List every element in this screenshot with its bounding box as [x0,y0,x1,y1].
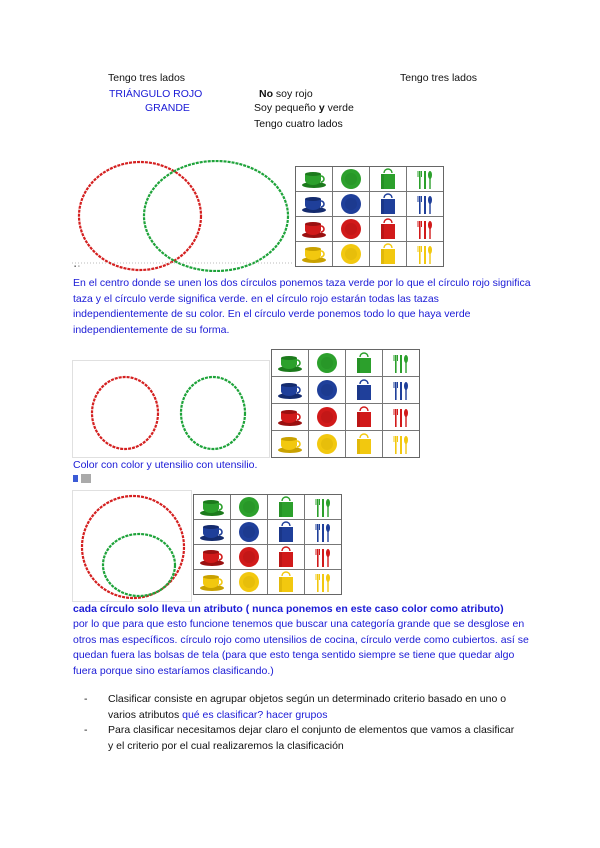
green-bag-icon [268,495,304,519]
bullet-content [96,723,516,754]
red-plate-icon [309,404,345,430]
yellow-cup-icon [194,570,230,594]
red-cup-icon [194,545,230,569]
green-bag-icon [370,167,406,191]
yellow-bag-icon [370,242,406,266]
blue-cutlery-icon [305,520,341,544]
yellow-plate-icon [333,242,369,266]
section1-paragraph: En el centro donde se unen los dos círculos ponemos taza verde por lo que el círculo rojo significa taza y el círculo verde significa verde. en el círculo rojo estarán todas las tazas independientemente de su color. En el círculo verde ponemos todo lo que haya verde independientemente de su forma. [73,277,531,336]
yellow-cup-icon [272,431,308,457]
objects-grid-3 [193,494,342,595]
bullet-link[interactable]: qué es clasificar? hacer grupos [182,708,328,721]
red-cutlery-icon [305,545,341,569]
blue-bag-icon [346,377,382,403]
not-prefix: No [259,88,273,100]
blue-cutlery-icon [407,192,443,216]
small-toolbar-icon [73,474,93,484]
red-cutlery-icon [407,217,443,241]
small-prefix: Soy pequeño [254,102,319,114]
green-cup-icon [194,495,230,519]
venn-separate-figure [72,360,270,458]
red-circle [92,377,158,449]
bullet-text: Clasificar consiste en agrupar objetos según un determinado criterio basado en uno o varios atributos [108,693,507,721]
yellow-plate-icon [231,570,267,594]
red-bag-icon [268,545,304,569]
blue-plate-icon [309,377,345,403]
yellow-cutlery-icon [383,431,419,457]
small-marker: ▪ ▫ [74,264,80,270]
red-plate-icon [333,217,369,241]
green-plate-icon [333,167,369,191]
green-cutlery-icon [383,350,419,376]
blue-bag-icon [268,520,304,544]
venn-overlap-figure [72,160,294,272]
small-suffix: verde [324,102,354,114]
objects-grid-2 [271,349,420,458]
yellow-plate-icon [309,431,345,457]
yellow-bag-icon [268,570,304,594]
red-cup-icon [272,404,308,430]
blue-plate-icon [231,520,267,544]
bullet-item-2 [84,723,516,754]
objects-grid-1 [295,166,444,267]
yellow-cutlery-icon [407,242,443,266]
green-circle [181,377,245,449]
green-cutlery-icon [407,167,443,191]
green-cup-icon [272,350,308,376]
red-bag-icon [370,217,406,241]
blue-bag-icon [370,192,406,216]
green-plate-icon [309,350,345,376]
bullet-text: Para clasificar necesitamos dejar claro el conjunto de elementos que vamos a clasificar y el criterio por el cual realizaremos la clasificación [108,724,515,752]
bullet-content [96,692,516,723]
green-circle [103,534,175,596]
green-plate-icon [231,495,267,519]
not-suffix: soy rojo [273,88,313,100]
bullet-dash: - [84,693,88,705]
red-circle [82,496,184,598]
venn-nested-svg [73,491,191,601]
green-circle [144,161,288,271]
red-plate-icon [231,545,267,569]
triangle-size: GRANDE [145,102,190,114]
red-circle [79,162,201,270]
not-red-text [259,88,313,100]
venn-overlap-svg [72,160,294,272]
blue-plate-icon [333,192,369,216]
green-cup-icon [296,167,332,191]
red-bag-icon [346,404,382,430]
blue-cup-icon [272,377,308,403]
bullet-dash: - [84,724,88,736]
four-sides-text: Tengo cuatro lados [254,118,343,130]
green-bag-icon [346,350,382,376]
yellow-bag-icon [346,431,382,457]
red-cup-icon [296,217,332,241]
left-sides-text: Tengo tres lados [108,72,186,84]
venn-separate-svg [73,361,269,457]
small-and: y [318,102,325,114]
small-green-text [254,102,354,114]
triangle-label: TRIÁNGULO ROJO [109,88,203,100]
bullet-item-1 [84,692,516,723]
section3-bold: cada círculo solo lleva un atributo ( nunca ponemos en este caso color como atributo) [73,603,504,615]
blue-cup-icon [194,520,230,544]
section2-text: Color con color y utensilio con utensilio. [73,459,258,471]
yellow-cutlery-icon [305,570,341,594]
red-cutlery-icon [383,404,419,430]
yellow-cup-icon [296,242,332,266]
green-cutlery-icon [305,495,341,519]
right-sides-text: Tengo tres lados [400,72,478,84]
section3-paragraph: por lo que para que esto funcione tenemos que buscar una categoría grande que se desglose en otros mas específicos. círculo rojo como utensilios de cocina, círculo verde como cubiertos. así se quedan fuera las bolsas de tela (para que esto tenga sentido siempre se tiene que quedar algo fuera porque sino estaríamos clasificando.) [73,618,529,677]
blue-cup-icon [296,192,332,216]
venn-nested-figure [72,490,192,602]
blue-cutlery-icon [383,377,419,403]
